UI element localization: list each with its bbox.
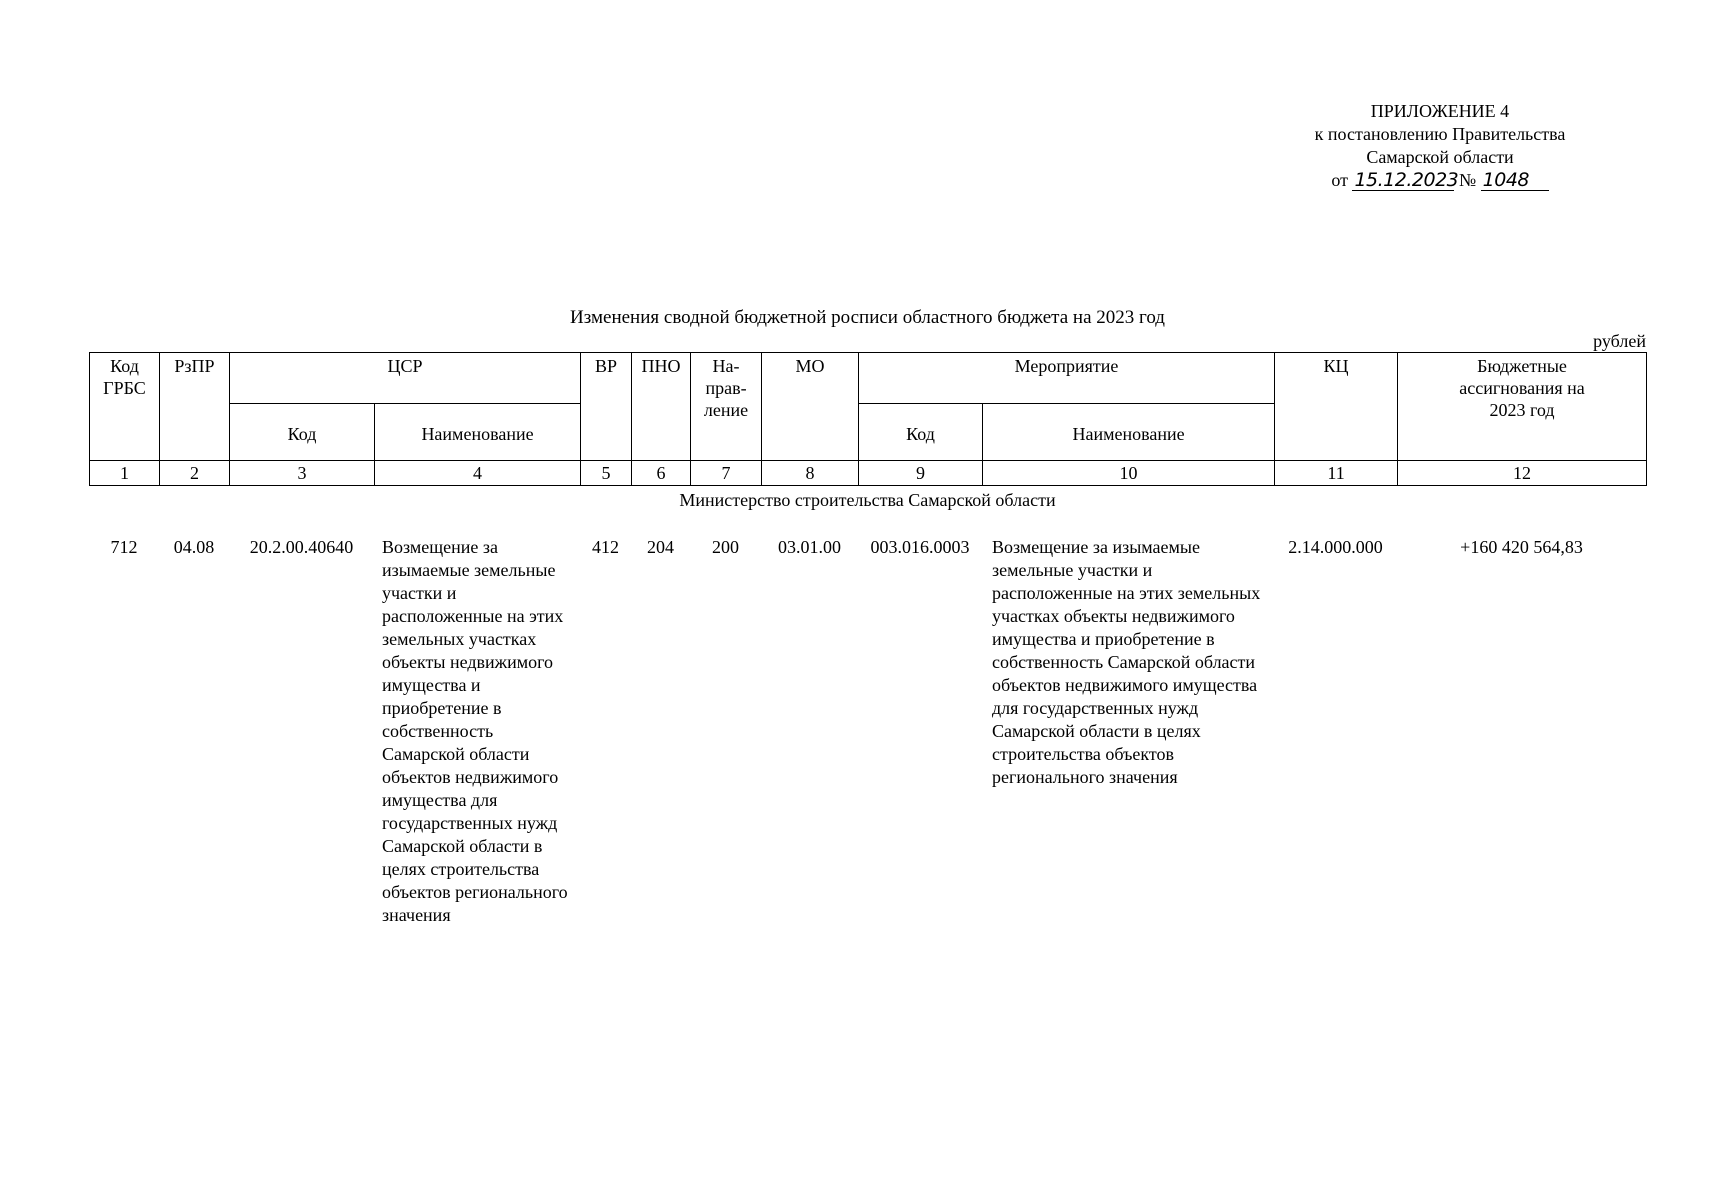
- appendix-line-2: к постановлению Правительства: [1314, 124, 1566, 144]
- column-number: 9: [859, 461, 983, 486]
- header-budget: Бюджетные ассигнования на 2023 год: [1398, 353, 1647, 461]
- cell-kod-grbs: 712: [110, 537, 138, 557]
- section-heading: Министерство строительства Самарской области: [679, 490, 1056, 510]
- cell-amount: +160 420 564,83: [1460, 537, 1583, 557]
- column-number: 11: [1275, 461, 1398, 486]
- header-csr-kod: Код: [230, 404, 375, 461]
- appendix-block: [1285, 100, 1595, 192]
- column-number: 4: [375, 461, 581, 486]
- handwritten-number: 1048: [1481, 170, 1549, 191]
- cell-kc: 2.14.000.000: [1288, 537, 1383, 557]
- document-title: Изменения сводной бюджетной росписи областного бюджета на 2023 год: [570, 307, 1165, 328]
- column-number: 8: [762, 461, 859, 486]
- header-rzpr: РзПР: [160, 353, 230, 461]
- column-number: 5: [581, 461, 632, 486]
- header-table: [89, 352, 1647, 486]
- currency-unit: рублей: [1593, 331, 1646, 351]
- cell-pno: 204: [647, 537, 674, 557]
- column-number: 1: [90, 461, 160, 486]
- header-mer-kod: Код: [859, 404, 983, 461]
- header-mo: МО: [762, 353, 859, 461]
- cell-mer-kod: 003.016.0003: [870, 537, 970, 557]
- cell-csr-kod: 20.2.00.40640: [249, 537, 354, 557]
- column-number: 3: [230, 461, 375, 486]
- column-number: 6: [632, 461, 691, 486]
- cell-vr: 412: [592, 537, 619, 557]
- appendix-line-3: Самарской области: [1366, 147, 1514, 167]
- header-csr-name: Наименование: [375, 404, 581, 461]
- appendix-title: ПРИЛОЖЕНИЕ 4: [1370, 101, 1510, 121]
- number-sign: №: [1458, 170, 1477, 190]
- cell-mer-name: Возмещение за изымаемые земельные участки и расположенные на этих земельных участках объекты недвижимого имущества и приобретение в собственность Самарской области объектов недвижимого имущества для государственных нужд Самарской области в целях строительства объектов регионального значения: [992, 537, 1261, 787]
- date-prefix: от: [1331, 170, 1348, 190]
- column-number: 2: [160, 461, 230, 486]
- header-csr: ЦСР: [230, 353, 581, 404]
- header-mer-name: Наименование: [983, 404, 1275, 461]
- header-meropriyatie: Мероприятие: [859, 353, 1275, 404]
- cell-csr-name: Возмещение за изымаемые земельные участки и расположенные на этих земельных участках объекты недвижимого имущества и приобретение в собственность Самарской области объектов недвижимого имущества для государственных нужд Самарской области в целях строительства объектов регионального значения: [382, 537, 568, 925]
- column-number-row: [90, 461, 1647, 486]
- cell-mo: 03.01.00: [778, 537, 841, 557]
- header-kod-grbs: Код ГРБС: [90, 353, 160, 461]
- header-vr: ВР: [581, 353, 632, 461]
- header-napravlenie: На- прав- ление: [691, 353, 762, 461]
- cell-napravlenie: 200: [712, 537, 739, 557]
- header-kc: КЦ: [1275, 353, 1398, 461]
- header-pno: ПНО: [632, 353, 691, 461]
- appendix-reference: [1331, 169, 1548, 192]
- column-number: 10: [983, 461, 1275, 486]
- handwritten-date: 15.12.2023: [1354, 169, 1459, 191]
- column-number: 12: [1398, 461, 1647, 486]
- column-number: 7: [691, 461, 762, 486]
- cell-rzpr: 04.08: [173, 537, 215, 557]
